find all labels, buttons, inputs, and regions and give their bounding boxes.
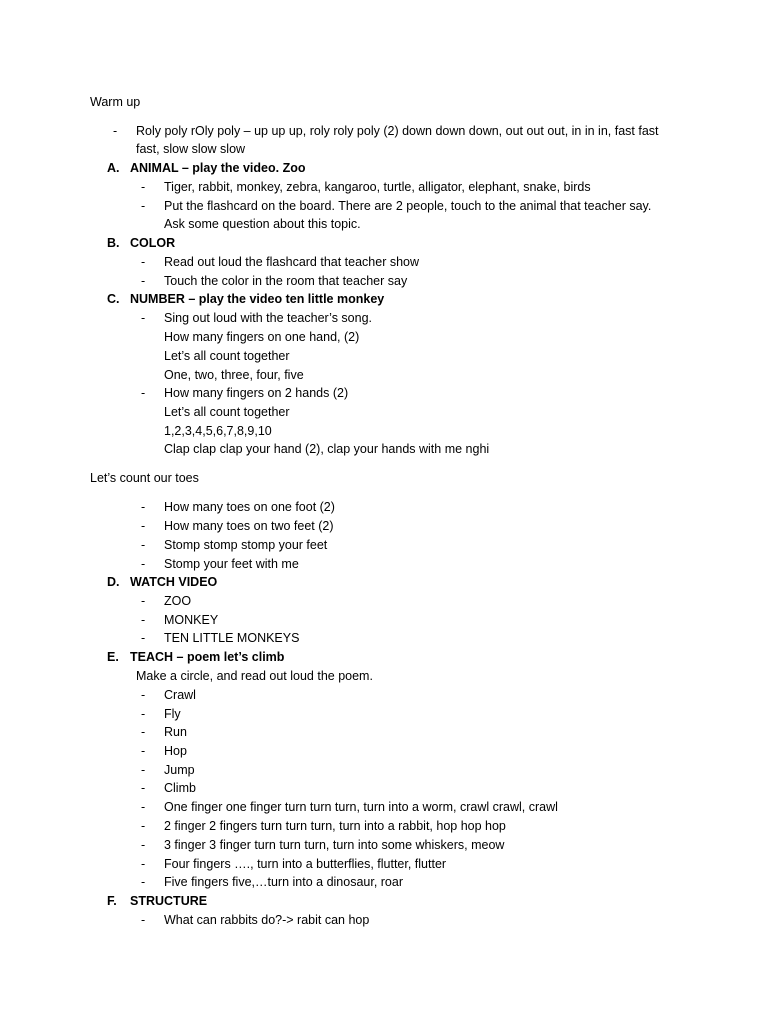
bullet-dash: - — [141, 311, 146, 325]
bullet-dash: - — [141, 781, 146, 795]
section-e-item: Climb — [164, 781, 196, 795]
section-b-item: Touch the color in the room that teacher say — [164, 274, 408, 288]
bullet-dash: - — [141, 538, 146, 552]
section-c-letter: C. — [107, 292, 120, 306]
section-c-line: Let’s all count together — [164, 349, 290, 363]
section-b-title: COLOR — [130, 236, 176, 250]
bullet-dash: - — [141, 386, 146, 400]
section-e-item: Four fingers …., turn into a butterflies, flutter, flutter — [164, 857, 447, 871]
section-f-letter: F. — [107, 894, 117, 908]
section-d-item: TEN LITTLE MONKEYS — [164, 631, 300, 645]
section-e-item: Crawl — [164, 688, 196, 702]
warm-up-bullet-line1: Roly poly rOly poly – up up up, roly roly poly (2) down down down, out out out, in in in, fast fast — [136, 124, 659, 138]
toes-heading: Let’s count our toes — [90, 471, 199, 485]
section-e-item: Jump — [164, 763, 195, 777]
bullet-dash: - — [141, 688, 146, 702]
bullet-dash: - — [141, 725, 146, 739]
section-c-line: How many fingers on one hand, (2) — [164, 330, 360, 344]
section-c-item: Sing out loud with the teacher’s song. — [164, 311, 373, 325]
bullet-dash: - — [141, 819, 146, 833]
bullet-dash: - — [141, 519, 146, 533]
warm-up-bullet-line2: fast, slow slow slow — [136, 142, 246, 156]
section-a-title: ANIMAL – play the video. Zoo — [130, 161, 306, 175]
bullet-dash: - — [141, 613, 146, 627]
section-d-item: ZOO — [164, 594, 192, 608]
section-a-continuation: Ask some question about this topic. — [164, 217, 361, 231]
bullet-dash: - — [141, 744, 146, 758]
bullet-dash: - — [141, 913, 146, 927]
toes-item: How many toes on two feet (2) — [164, 519, 334, 533]
bullet-dash: - — [141, 838, 146, 852]
section-f-title: STRUCTURE — [130, 894, 208, 908]
section-e-item: Hop — [164, 744, 187, 758]
section-d-item: MONKEY — [164, 613, 219, 627]
section-e-item: Run — [164, 725, 187, 739]
section-c-line: Clap clap clap your hand (2), clap your hands with me nghi — [164, 442, 490, 456]
section-e-intro: Make a circle, and read out loud the poem. — [136, 669, 373, 683]
bullet-dash: - — [141, 800, 146, 814]
section-a-item: Put the flashcard on the board. There are 2 people, touch to the animal that teacher say. — [164, 199, 652, 213]
bullet-dash: - — [141, 500, 146, 514]
section-e-item: Five fingers five,…turn into a dinosaur, roar — [164, 875, 404, 889]
toes-item: How many toes on one foot (2) — [164, 500, 335, 514]
bullet-dash: - — [141, 707, 146, 721]
section-e-letter: E. — [107, 650, 119, 664]
bullet-dash: - — [141, 763, 146, 777]
section-d-title: WATCH VIDEO — [130, 575, 218, 589]
bullet-dash: - — [141, 255, 146, 269]
bullet-dash: - — [141, 594, 146, 608]
section-b-item: Read out loud the flashcard that teacher show — [164, 255, 420, 269]
section-a-item: Tiger, rabbit, monkey, zebra, kangaroo, turtle, alligator, elephant, snake, birds — [164, 180, 591, 194]
bullet-dash: - — [141, 274, 146, 288]
bullet-dash: - — [141, 857, 146, 871]
section-e-item: 3 finger 3 finger turn turn turn, turn into some whiskers, meow — [164, 838, 505, 852]
bullet-dash: - — [141, 557, 146, 571]
section-e-item: One finger one finger turn turn turn, turn into a worm, crawl crawl, crawl — [164, 800, 558, 814]
section-f-item: What can rabbits do?-> rabit can hop — [164, 913, 370, 927]
bullet-dash: - — [141, 875, 146, 889]
bullet-dash: - — [113, 124, 118, 138]
section-c-item: How many fingers on 2 hands (2) — [164, 386, 349, 400]
bullet-dash: - — [141, 180, 146, 194]
section-b-letter: B. — [107, 236, 120, 250]
warm-up-heading: Warm up — [90, 95, 141, 109]
section-e-item: 2 finger 2 fingers turn turn turn, turn into a rabbit, hop hop hop — [164, 819, 506, 833]
bullet-dash: - — [141, 631, 146, 645]
section-c-line: 1,2,3,4,5,6,7,8,9,10 — [164, 424, 272, 438]
section-c-title: NUMBER – play the video ten little monkey — [130, 292, 385, 306]
section-c-line: Let’s all count together — [164, 405, 290, 419]
bullet-dash: - — [141, 199, 146, 213]
toes-item: Stomp your feet with me — [164, 557, 299, 571]
section-e-title: TEACH – poem let’s climb — [130, 650, 285, 664]
section-a-letter: A. — [107, 161, 120, 175]
section-c-line: One, two, three, four, five — [164, 368, 304, 382]
section-d-letter: D. — [107, 575, 120, 589]
toes-item: Stomp stomp stomp your feet — [164, 538, 328, 552]
section-e-item: Fly — [164, 707, 181, 721]
